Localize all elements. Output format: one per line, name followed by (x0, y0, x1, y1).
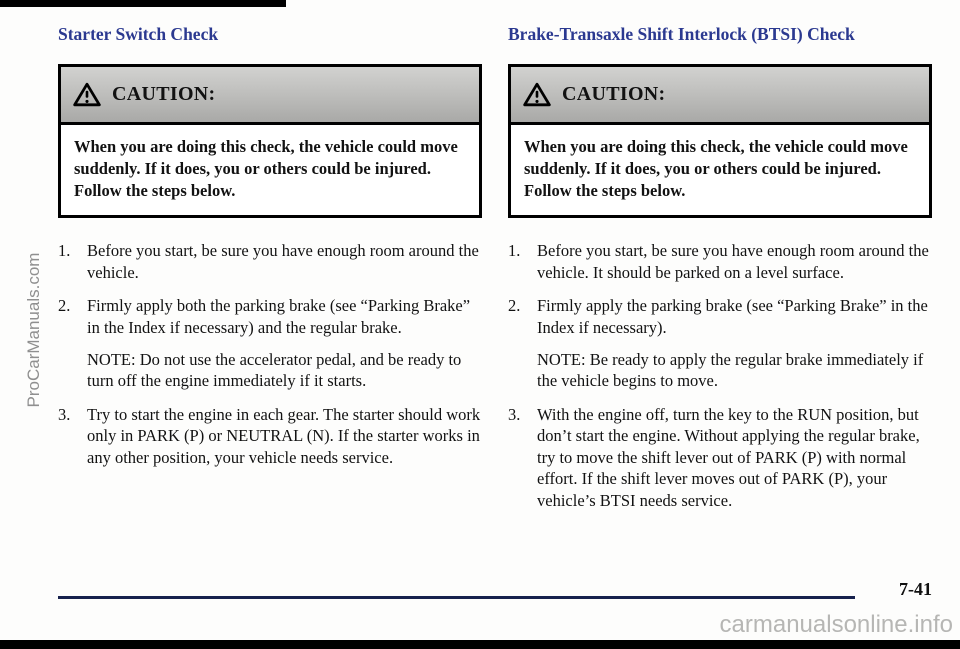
step-number: 1. (508, 241, 521, 261)
step-text: Firmly apply both the parking brake (see “Parking Brake” in the Index if necessary) and the regular brake. (87, 296, 471, 337)
column-btsi-check (508, 24, 932, 523)
caution-label: CAUTION: (112, 83, 216, 105)
warning-triangle-icon (73, 82, 101, 107)
numbered-list (508, 240, 932, 511)
step-text: Firmly apply the parking brake (see “Parking Brake” in the Index if necessary). (537, 296, 928, 337)
step-text: Try to start the engine in each gear. The starter should work only in PARK (P) or NEUTRAL (N). If the starter works in any other position, your vehicle needs service. (87, 404, 481, 467)
list-item (508, 240, 932, 283)
watermark-procarmanuals: ProCarManuals.com (24, 252, 43, 408)
watermark-carmanualsonline: carmanualsonline.info (719, 611, 953, 638)
note-text: NOTE: Be ready to apply the regular brake immediately if the vehicle begins to move. (537, 350, 924, 391)
step-number: 2. (508, 296, 521, 316)
scan-artifact-bottom-bar (0, 640, 960, 649)
step-text: Before you start, be sure you have enough room around the vehicle. It should be parked on a level surface. (537, 241, 929, 282)
caution-text: When you are doing this check, the vehicle could move suddenly. If it does, you or others could be injured. Follow the steps below. (524, 137, 908, 200)
list-item (508, 404, 932, 511)
step-number: 3. (58, 404, 71, 424)
caution-box (58, 64, 482, 218)
page-number: 7-41 (899, 579, 932, 599)
warning-triangle-icon (523, 82, 551, 107)
list-item (58, 295, 482, 392)
step-number: 2. (58, 296, 71, 316)
caution-box (508, 64, 932, 218)
list-item (58, 240, 482, 283)
step-number: 1. (58, 241, 71, 261)
numbered-list (58, 240, 482, 468)
footer-rule (58, 596, 855, 599)
list-item (508, 295, 932, 392)
caution-label: CAUTION: (562, 83, 666, 105)
note-text: NOTE: Do not use the accelerator pedal, and be ready to turn off the engine immediately if it starts. (87, 350, 462, 391)
caution-text: When you are doing this check, the vehicle could move suddenly. If it does, you or others could be injured. Follow the steps below. (74, 137, 458, 200)
step-text: Before you start, be sure you have enough room around the vehicle. (87, 241, 479, 282)
column-starter-switch-check (58, 24, 482, 480)
caution-header (511, 67, 929, 125)
list-item (58, 404, 482, 468)
section-heading: Brake-Transaxle Shift Interlock (BTSI) Check (508, 24, 855, 44)
caution-header (61, 67, 479, 125)
step-number: 3. (508, 404, 521, 424)
scan-artifact-top-bar (0, 0, 286, 7)
section-heading: Starter Switch Check (58, 24, 219, 44)
step-text: With the engine off, turn the key to the RUN position, but don’t start the engine. Without applying the regular brake, try to move the shift lever out of PARK (P) with normal effort. If the shift lever moves out of PARK (P), your vehicle’s BTSI needs service. (537, 404, 920, 510)
